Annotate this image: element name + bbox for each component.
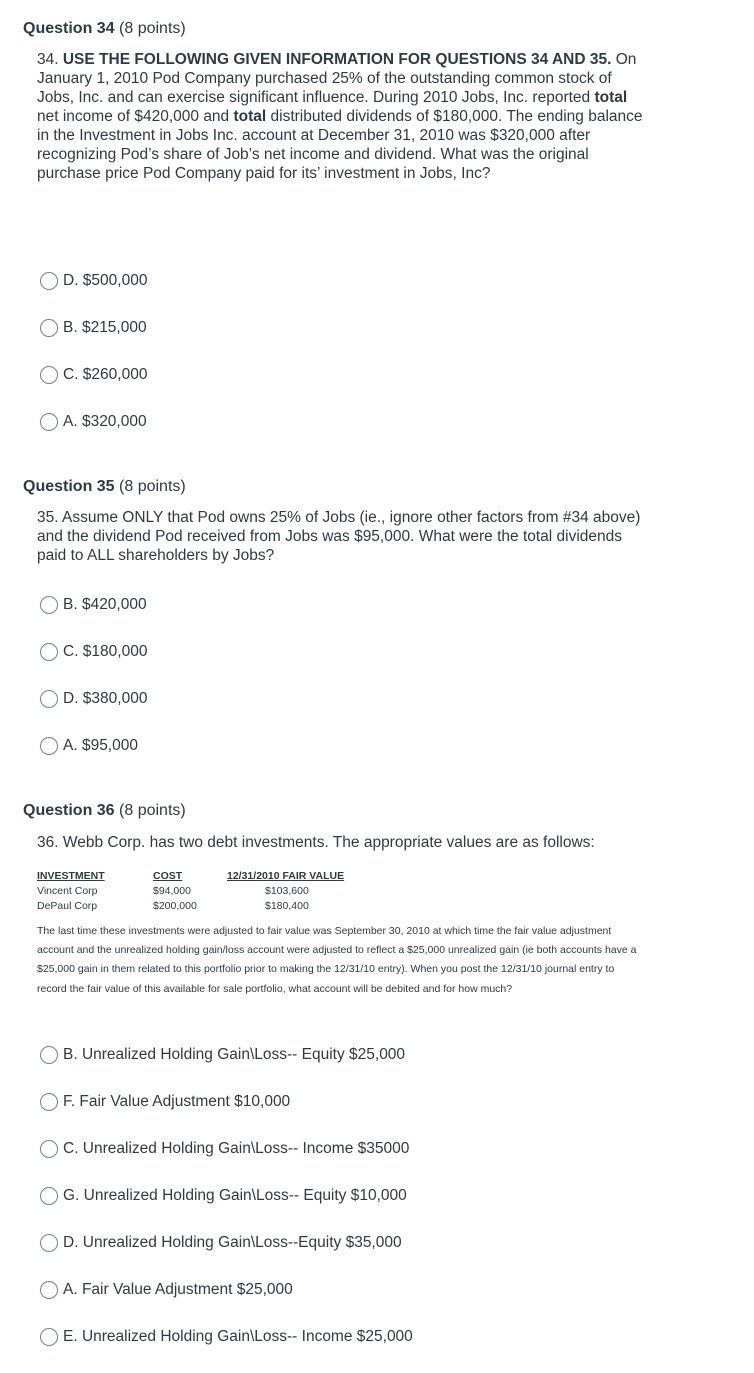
table-cell-cost: $94,000 <box>153 885 191 897</box>
option-label: F. Fair Value Adjustment $10,000 <box>63 1093 291 1110</box>
option-label: D. Unrealized Holding Gain\Loss--Equity $35,000 <box>63 1234 402 1251</box>
option-label: B. $215,000 <box>63 319 147 336</box>
option-label: D. $380,000 <box>63 690 148 707</box>
option-label: E. Unrealized Holding Gain\Loss-- Income $25,000 <box>63 1328 413 1345</box>
q36-option-a[interactable] <box>40 1279 293 1301</box>
q35-option-b[interactable] <box>40 594 147 616</box>
question-34-number: 34. <box>37 51 63 68</box>
question-34-part-1: On January 1, 2010 Pod Company purchased 25% of the outstanding common stock of Jobs, Inc. and can exercise significant influence. During 2010 Jobs, Inc. reported <box>37 51 637 106</box>
question-36-text: 36. Webb Corp. has two debt investments. The appropriate values are as follows: <box>37 834 595 851</box>
option-label: C. $260,000 <box>63 366 148 383</box>
q34-option-b[interactable] <box>40 317 147 339</box>
question-34-part-3: distributed dividends of $180,000. The ending balance in the Investment in Jobs Inc. account at December 31, 2010 was $320,000 after recognizing Pod’s share of Job’s net income and dividend. What was the original purchase price Pod Company paid for its’ investment in Jobs, Inc? <box>37 108 643 182</box>
q34-option-a[interactable] <box>40 411 147 433</box>
radio-button[interactable] <box>40 737 58 755</box>
table-header-cost: COST <box>153 870 183 882</box>
table-cell-investment: DePaul Corp <box>37 900 98 912</box>
radio-button[interactable] <box>40 690 58 708</box>
radio-button[interactable] <box>40 1187 58 1205</box>
option-label: D. $500,000 <box>63 272 148 289</box>
radio-button[interactable] <box>40 1234 58 1252</box>
radio-button[interactable] <box>40 366 58 384</box>
table-cell-fair-value: $180,400 <box>265 900 309 912</box>
option-label: B. Unrealized Holding Gain\Loss-- Equity $25,000 <box>63 1046 406 1063</box>
radio-button[interactable] <box>40 596 58 614</box>
question-35-header <box>23 478 186 496</box>
radio-button[interactable] <box>40 319 58 337</box>
q36-option-f[interactable] <box>40 1091 290 1113</box>
table-header-investment: INVESTMENT <box>37 870 105 882</box>
option-label: B. $420,000 <box>63 596 147 613</box>
question-34-bold-total-1: total <box>594 89 628 106</box>
option-label: C. $180,000 <box>63 643 148 660</box>
q36-option-g[interactable] <box>40 1185 407 1207</box>
radio-button[interactable] <box>40 1281 58 1299</box>
question-34-header <box>23 20 186 38</box>
q35-option-d[interactable] <box>40 688 147 710</box>
question-34-bold-title: USE THE FOLLOWING GIVEN INFORMATION FOR QUESTIONS 34 AND 35. <box>62 51 612 68</box>
radio-button[interactable] <box>40 1046 58 1064</box>
option-label: A. Fair Value Adjustment $25,000 <box>63 1281 293 1298</box>
table-cell-fair-value: $103,600 <box>265 885 309 897</box>
q36-option-b[interactable] <box>40 1044 405 1066</box>
question-35-text: 35. Assume ONLY that Pod owns 25% of Jobs (ie., ignore other factors from #34 above) and the dividend Pod received from Jobs was $95,000. What were the total dividends paid to ALL shareholders by Jobs? <box>37 509 641 564</box>
q36-option-c[interactable] <box>40 1138 409 1160</box>
option-label: A. $320,000 <box>63 413 147 430</box>
radio-button[interactable] <box>40 272 58 290</box>
q35-option-a[interactable] <box>40 735 138 757</box>
question-36-header <box>23 802 186 820</box>
q35-option-c[interactable] <box>40 641 147 663</box>
q34-option-d[interactable] <box>40 270 147 292</box>
q34-option-c[interactable] <box>40 364 147 386</box>
q36-option-e[interactable] <box>40 1326 413 1348</box>
option-label: C. Unrealized Holding Gain\Loss-- Income $35000 <box>63 1140 410 1157</box>
radio-button[interactable] <box>40 413 58 431</box>
question-34-bold-total-2: total <box>233 108 267 125</box>
radio-button[interactable] <box>40 1328 58 1346</box>
option-label: A. $95,000 <box>63 737 138 754</box>
radio-button[interactable] <box>40 1093 58 1111</box>
question-34-title: Question 34 <box>23 20 115 37</box>
q36-option-d[interactable] <box>40 1232 402 1254</box>
table-cell-cost: $200,000 <box>153 900 197 912</box>
question-35-points: (8 points) <box>119 478 186 495</box>
option-label: G. Unrealized Holding Gain\Loss-- Equity $10,000 <box>63 1187 407 1204</box>
question-36-points: (8 points) <box>119 802 186 819</box>
table-header-fair-value: 12/31/2010 FAIR VALUE <box>227 870 345 882</box>
question-35-title: Question 35 <box>23 478 115 495</box>
question-34-part-2: net income of $420,000 and <box>37 108 234 125</box>
radio-button[interactable] <box>40 643 58 661</box>
question-34-points: (8 points) <box>119 20 186 37</box>
question-36-title: Question 36 <box>23 802 115 819</box>
question-34-text <box>37 50 647 183</box>
radio-button[interactable] <box>40 1140 58 1158</box>
question-36-note: The last time these investments were adjusted to fair value was September 30, 2010 at which time the fair value adjustment account and the unrealized holding gain/loss account were adjusted to reflect a $25,000 unrealized gain (ie both accounts have a $25,000 gain in them related to this portfolio prior to making the 12/31/10 entry). When you post the 12/31/10 journal entry to record the fair value of this available for sale portfolio, what account will be debited and for how much? <box>37 925 637 995</box>
table-cell-investment: Vincent Corp <box>37 885 98 897</box>
